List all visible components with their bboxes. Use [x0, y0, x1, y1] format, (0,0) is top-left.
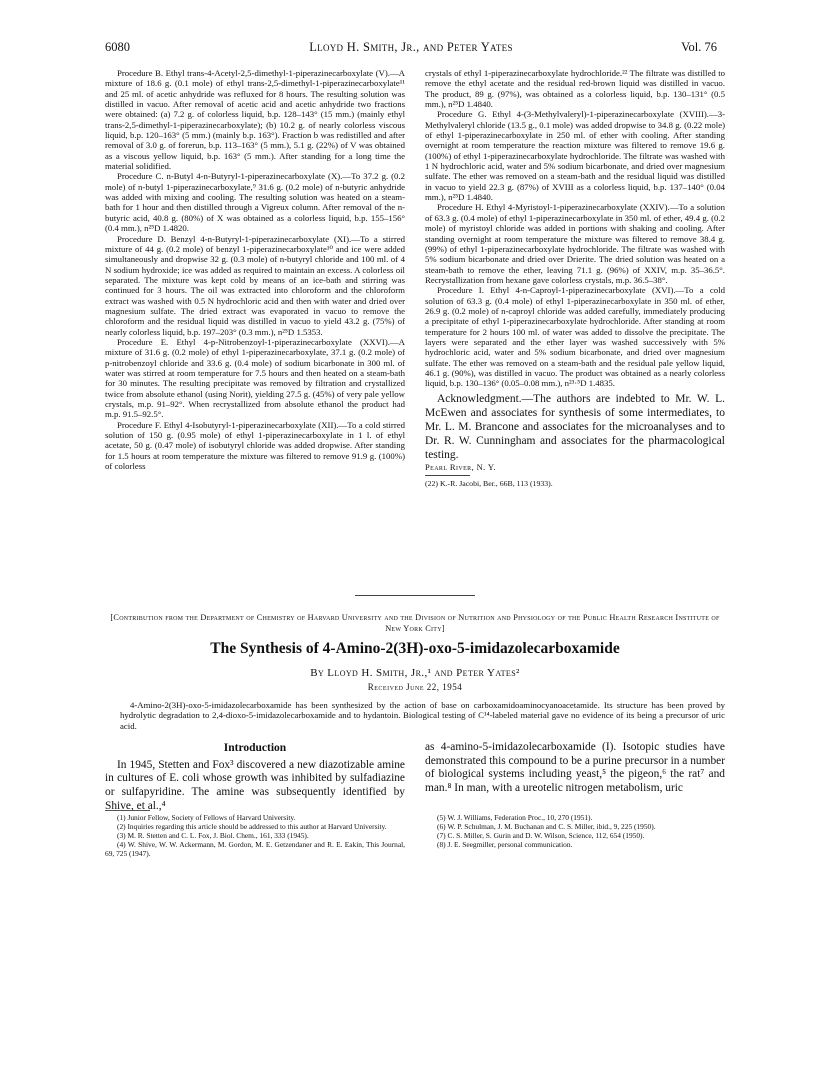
- authors-line: By Lloyd H. Smith, Jr.,¹ and Peter Yates²: [310, 667, 520, 679]
- intro-right-column: [425, 741, 725, 796]
- procedure-c-paragraph: Procedure C. n-Butyl 4-n-Butyryl-1-piperazinecarboxylate (X).—To 37.2 g. (0.2 mole) of n-butyl 1-piperazinecarboxylate,⁹ 31.6 g. (0.2 mole) of n-butyric anhydride was added with mixing and cooling. The resulting solution was heated on a steam-bath for 1 hour and then distilled through a Vigreux column. After removal of the n-butyric acid, 40.8 g. (80%) of X was obtained as a colorless liquid, b.p. 155–156° (0.4 mm.), n²⁵D 1.4820.: [105, 171, 405, 234]
- procedure-f-paragraph: Procedure F. Ethyl 4-Isobutyryl-1-piperazinecarboxylate (XII).—To a cold stirred solution of 150 g. (0.95 mole) of ethyl 1-piperazinecarboxylate in 1 l. of ethyl acetate, 50 g. (0.47 mole) of isobutyryl chloride was added dropwise. After standing for 1.5 hours at room temperature the mixture was filtered to remove 91.9 g. (100%) of colorless: [105, 419, 405, 472]
- footnote-1: (1) Junior Fellow, Society of Fellows of Harvard University.: [117, 813, 296, 822]
- article-title: The Synthesis of 4-Amino-2(3H)-oxo-5-imidazolecarboxamide: [210, 640, 620, 657]
- left-text-column: [105, 68, 405, 471]
- footnote-rule: [425, 475, 470, 476]
- procedure-h-paragraph: Procedure H. Ethyl 4-Myristoyl-1-piperazinecarboxylate (XXIV).—To a solution of 63.3 g. (0.4 mole) of ethyl 1-piperazinecarboxylate in 350 ml. of ether, 49.4 g. (0.2 mole) of myristoyl chloride was added in portions with shaking and cooling. After standing overnight at room temperature the mixture was filtered to remove 38.4 g. (99%) of ethyl 1-piperazinecarboxylate hydrochloride. The filtrate was washed with 5% sodium bicarbonate and dried over Drierite. The dried solution was heated on a steam-bath to remove the ether, leaving 71.1 g. (96%) of XXIV, m.p. 35–36.5°. Recrystallization from hexane gave colorless crystals, m.p. 36.5–38°.: [425, 202, 725, 285]
- article-separator: [355, 595, 475, 596]
- intro-heading: Introduction: [223, 742, 287, 754]
- abstract: 4-Amino-2(3H)-oxo-5-imidazolecarboxamide has been synthesized by the action of base on carboxamidoaminocyanoacetamide. Its structure has been proved by hydrolytic degradation to 2,4-dioxo-5-imidazolecarboxamide and to hydantoin. Biological testing of C¹⁴-labeled material gave no evidence of its being a precursor of uric acid.: [120, 700, 725, 731]
- procedure-f-continued: crystals of ethyl 1-piperazinecarboxylate hydrochloride.²² The filtrate was distilled to remove the ethyl acetate and the residual red-brown liquid was distilled in vacuo. The product, 89 g. (97%), was obtained as a colorless liquid, b.p. 130–131° (0.5 mm.), n²⁵D 1.4840.: [425, 68, 725, 110]
- intro-left-column: [105, 742, 405, 814]
- footnotes-right: [425, 810, 725, 849]
- place-line: Pearl River, N. Y.: [425, 461, 496, 472]
- procedure-e-paragraph: Procedure E. Ethyl 4-p-Nitrobenzoyl-1-piperazinecarboxylate (XXVI).—A mixture of 31.6 g. (0.2 mole) of ethyl 1-piperazinecarboxylate, 37.1 g. (0.2 mole) of p-nitrobenzoyl chloride and 33.6 g. (0.4 mole) of sodium bicarbonate in 300 ml. of water was stirred at room temperature for 7.5 hours and then heated on a steam-bath for 30 minutes. The resulting precipitate was removed by filtration and crystallized twice from absolute ethanol (using Norit), yielding 27.5 g. (45%) of very pale yellow crystals, m.p. 91–92°. When recrystallized from absolute ethanol the product had m.p. 91.5–92.5°.: [105, 336, 405, 420]
- intro-paragraph-left: In 1945, Stetten and Fox³ discovered a new diazotizable amine in cultures of E. coli whose growth was inhibited by sulfadiazine or sulfapyridine. The amine was subsequently identified by Shive, et al.,⁴: [105, 758, 405, 812]
- procedure-d-paragraph: Procedure D. Benzyl 4-n-Butyryl-1-piperazinecarboxylate (XI).—To a stirred mixture of 44 g. (0.2 mole) of benzyl 1-piperazinecarboxylate¹⁰ and ice were added simultaneously and dropwise 32 g. (0.3 mole) of n-butyryl chloride and 100 ml. of 4 N sodium hydroxide; ice was added as required to maintain an excess. A colorless oil separated. The mixture was kept cold by means of an ice-bath and stirring was continued for 3 hours. The oil was extracted into chloroform and the chloroform extract was washed with 0.5 N hydrochloric acid and then with water and dried over magnesium sulfate. The dried extract was evaporated in vacuo to remove the chloroform and the residual liquid was distilled in vacuo to yield 43.2 g. (75%) of nearly colorless liquid, b.p. 197–203° (0.3 mm.), n²⁵D 1.5353.: [105, 233, 405, 337]
- volume-label: Vol. 76: [681, 40, 717, 54]
- footnote-2: (2) Inquiries regarding this article should be addressed to this author at Harvard University.: [117, 822, 387, 831]
- footnotes-left: [105, 810, 405, 858]
- procedure-i-paragraph: Procedure I. Ethyl 4-n-Caproyl-1-piperazinecarboxylate (XVI).—To a cold solution of 63.3 g. (0.4 mole) of ethyl 1-piperazinecarboxylate in 350 ml. of ether, 26.9 g. (0.2 mole) of n-caproyl chloride was added carefully, immediately producing a precipitate of ethyl 1-piperazinecarboxylate hydrochloride. After standing at room temperature for 2 hours 100 ml. of water was added to dissolve the precipitate. The layers were separated and the ether layer was washed successively with 5% hydrochloric acid, water and 5% sodium bicarbonate, and dried over magnesium sulfate. The ether was removed on a steam-bath and the residual pale yellow liquid, 46.1 g. (90%), was distilled in vacuo. The product was obtained as a nearly colorless liquid, b.p. 130–136° (0.05–0.08 mm.), n²³·⁵D 1.4835.: [425, 285, 725, 389]
- received-date: Received June 22, 1954: [367, 682, 463, 692]
- footnote-7: (7) C. S. Miller, S. Gurin and D. W. Wilson, Science, 112, 654 (1950).: [437, 831, 645, 840]
- acknowledgment: Acknowledgment.—The authors are indebted to Mr. W. L. McEwen and associates for synthesis of some intermediates, to Mr. L. M. Brancone and associates for the microanalyses and to Dr. R. W. Cunningham and associates for the pharmacological testing.: [425, 392, 725, 461]
- procedure-b-paragraph: Procedure B. Ethyl trans-4-Acetyl-2,5-dimethyl-1-piperazinecarboxylate (V).—A mixture of 18.6 g. (0.1 mole) of ethyl trans-2,5-dimethyl-1-piperazinecarboxylate¹¹ and 25 ml. of acetic anhydride was refluxed for 8 hours. The resulting solution was distilled in vacuo. After removal of acetic acid and acetic anhydride two fractions were obtained: (a) 7.2 g. of colorless liquid, b.p. 128–143° (15 mm.) (mainly ethyl trans-2,5-dimethyl-1-piperazinecarboxylate); (b) 10.2 g. of nearly colorless viscous liquid, b.p. 120–163° (5 mm.) (mainly b.p. 163°). Fraction b was redistilled and after removal of 3.0 g. of forerun, b.p. 113–163° (5 mm.), 5.1 g. (22%) of V was obtained as a viscous yellow liquid, b.p. 163° (5 mm.). After standing for a long time the material solidified.: [105, 68, 405, 172]
- footnote-6: (6) W. P. Schulman, J. M. Buchanan and C. S. Miller, ibid., 9, 225 (1950).: [437, 822, 656, 831]
- footnote-3: (3) M. R. Stetten and C. L. Fox, J. Biol. Chem., 161, 333 (1945).: [117, 831, 309, 840]
- intro-paragraph-right: as 4-amino-5-imidazolecarboxamide (I). Isotopic studies have demonstrated this compound to be a purine precursor in a number of biological systems including yeast,⁵ the pigeon,⁶ the rat⁷ and man.⁸ In man, with a ureotelic nitrogen metabolism, uric: [425, 741, 725, 795]
- footnote-22: (22) K.-R. Jacobi, Ber., 66B, 113 (1933).: [425, 479, 553, 488]
- running-title: Lloyd H. Smith, Jr., and Peter Yates: [309, 40, 513, 54]
- procedure-g-paragraph: Procedure G. Ethyl 4-(3-Methylvaleryl)-1-piperazinecarboxylate (XVIII).—3-Methylvaleryl chloride (13.5 g., 0.1 mole) was added dropwise to 34.8 g. (0.22 mole) of ethyl 1-piperazinecarboxylate in 250 ml. of ether with cooling. After standing overnight at room temperature the reaction mixture was filtered to remove 19.6 g. (100%) of ethyl 1-piperazinecarboxylate hydrochloride. The filtrate was washed with 1 N hydrochloric acid, water and 5% sodium bicarbonate, and dried over magnesium sulfate. The ether was removed on a steam-bath and the residual liquid was distilled in vacuo to yield 22.3 g. (87%) of XVIII as a colorless liquid, b.p. 137–140° (0.04 mm.), n²⁵D 1.4840.: [425, 109, 725, 203]
- footnote-rule-left: [105, 810, 150, 811]
- footnote-4: (4) W. Shive, W. W. Ackermann, M. Gordon, M. E. Getzendaner and R. E. Eakin, This Journal, 69, 725 (1947).: [105, 840, 405, 858]
- footnote-5: (5) W. J. Williams, Federation Proc., 10, 270 (1951).: [437, 813, 593, 822]
- contribution-line: [Contribution from the Department of Chemistry of Harvard University and the Division of Nutrition and Physiology of the Public Health Research Institute of New York City]: [110, 613, 720, 633]
- right-text-column: [425, 68, 725, 489]
- page-number: 6080: [105, 40, 130, 54]
- running-header: [105, 40, 717, 56]
- footnote-8: (8) J. E. Seegmiller, personal communication.: [437, 840, 573, 849]
